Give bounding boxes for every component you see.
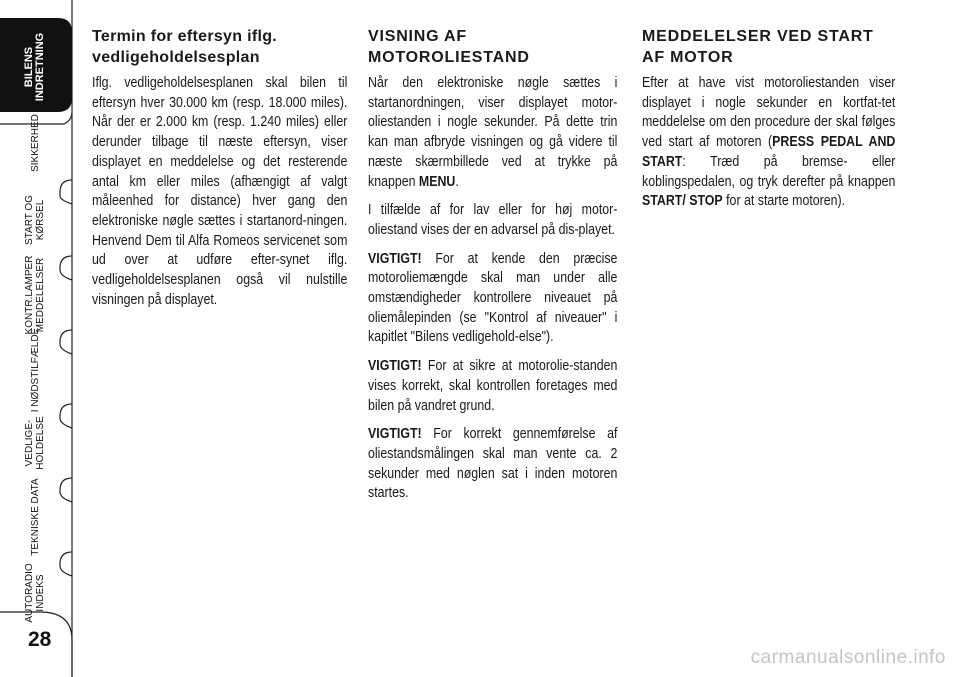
paragraph-eftersyn: Iflg. vedligeholdelsesplanen skal bilen til eftersyn hver 30.000 km (resp. 18.000 miles). Når der er 2.000 km (resp. 1.240 miles) eller derunder tilbage til næste eftersyn, viser displayet en meddelelse og det resterende antal km eller miles (afhængigt af valgt måleenhed for distance) hver gang den elektroniske nøgle sættes i startanord-ningen. Henvend Dem til Alfa Romeos servicenet som ud over at udføre efter-synet iflg. vedligeholdelsesplanen også vil nulstille visningen på displayet. — [92, 75, 348, 308]
tab-start-og-korsel[interactable]: START OG KØRSEL — [24, 195, 46, 246]
warning-note-1 — [368, 250, 617, 349]
heading-meddelelser-ved-start: MEDDELELSER VED START AF MOTOR — [642, 28, 874, 66]
tab-vedligeholdelse[interactable]: VEDLIGE- HOLDELSE — [24, 416, 46, 470]
tab-kontrollamper-meddelelser[interactable]: KONTR.LAMPER MEDDELELSER — [24, 255, 46, 335]
warning-note-2 — [368, 357, 617, 416]
warning-text: For at sikre at motorolie-standen vises korrekt, skal kontrollen foretages med bilen på vandret grund. — [368, 358, 618, 414]
heading-termin-for-eftersyn: Termin for eftersyn iflg. vedligeholdelsesplan — [92, 28, 278, 66]
column-1 — [92, 26, 348, 319]
paragraph-end: . — [455, 173, 459, 190]
paragraph-text: Efter at have vist motoroliestanden viser displayet i nogle sekunder en kortfat-tet meddelelse om den procedure der skal følges ved start af motoren ( — [642, 75, 896, 151]
warning-label: VIGTIGT! — [368, 426, 422, 443]
warning-label: VIGTIGT! — [368, 250, 422, 267]
paragraph-oliestand-visning — [368, 74, 617, 192]
heading-visning-af-motoroliestand: VISNING AF MOTOROLIESTAND — [368, 28, 530, 66]
warning-text: For at kende den præcise motoroliemængde skal man under alle omstændigheder kontrollere niveauet på oliemålepinden (se "Kontrol af niveauer" i kapitlet "Bilens vedligehold-else"). — [368, 250, 618, 346]
paragraph-start-procedure — [642, 74, 895, 212]
press-pedal-and-start-label: PRESS PEDAL AND START — [642, 134, 896, 170]
column-3 — [642, 26, 896, 221]
menu-key-label: MENU — [418, 173, 456, 190]
start-stop-key-label: START/ STOP — [642, 193, 723, 210]
tab-autoradio-indeks[interactable]: AUTORADIO INDEKS — [24, 563, 46, 623]
section-tab-rail — [0, 0, 80, 677]
tab-tekniske-data[interactable]: TEKNISKE DATA — [29, 478, 41, 556]
paragraph-text: : Træd på bremse- eller koblingspedalen, og tryk derefter på knappen — [642, 153, 896, 190]
warning-label: VIGTIGT! — [368, 358, 422, 375]
tab-sikkerhed[interactable]: SIKKERHED — [29, 114, 41, 172]
watermark: carmanualsonline.info — [750, 647, 946, 668]
warning-note-3 — [368, 425, 617, 504]
paragraph-end: for at starte motoren). — [722, 193, 846, 210]
warning-text: For korrekt gennemførelse af oliestandsmålingen skal man vente ca. 2 sekunder med nøglen sat i inden motoren startes. — [368, 426, 618, 502]
paragraph-text: Når den elektroniske nøgle sættes i startanordningen, viser displayet motor-oliestanden i nogle sekunder. På dette trin kan man afbryde visningen og gå videre til næste skærmbillede ved at trykke på knappen — [368, 75, 618, 190]
page-number: 28 — [28, 628, 52, 651]
paragraph-advarsel: I tilfælde af for lav eller for høj motor-oliestand vises der en advarsel på dis-playet. — [368, 202, 618, 238]
column-2 — [368, 26, 618, 513]
tab-bilens-indretning[interactable]: BILENS INDRETNING — [23, 32, 46, 102]
tab-i-nodstilfaelde[interactable]: I NØDSTILFÆLDE — [29, 327, 41, 413]
